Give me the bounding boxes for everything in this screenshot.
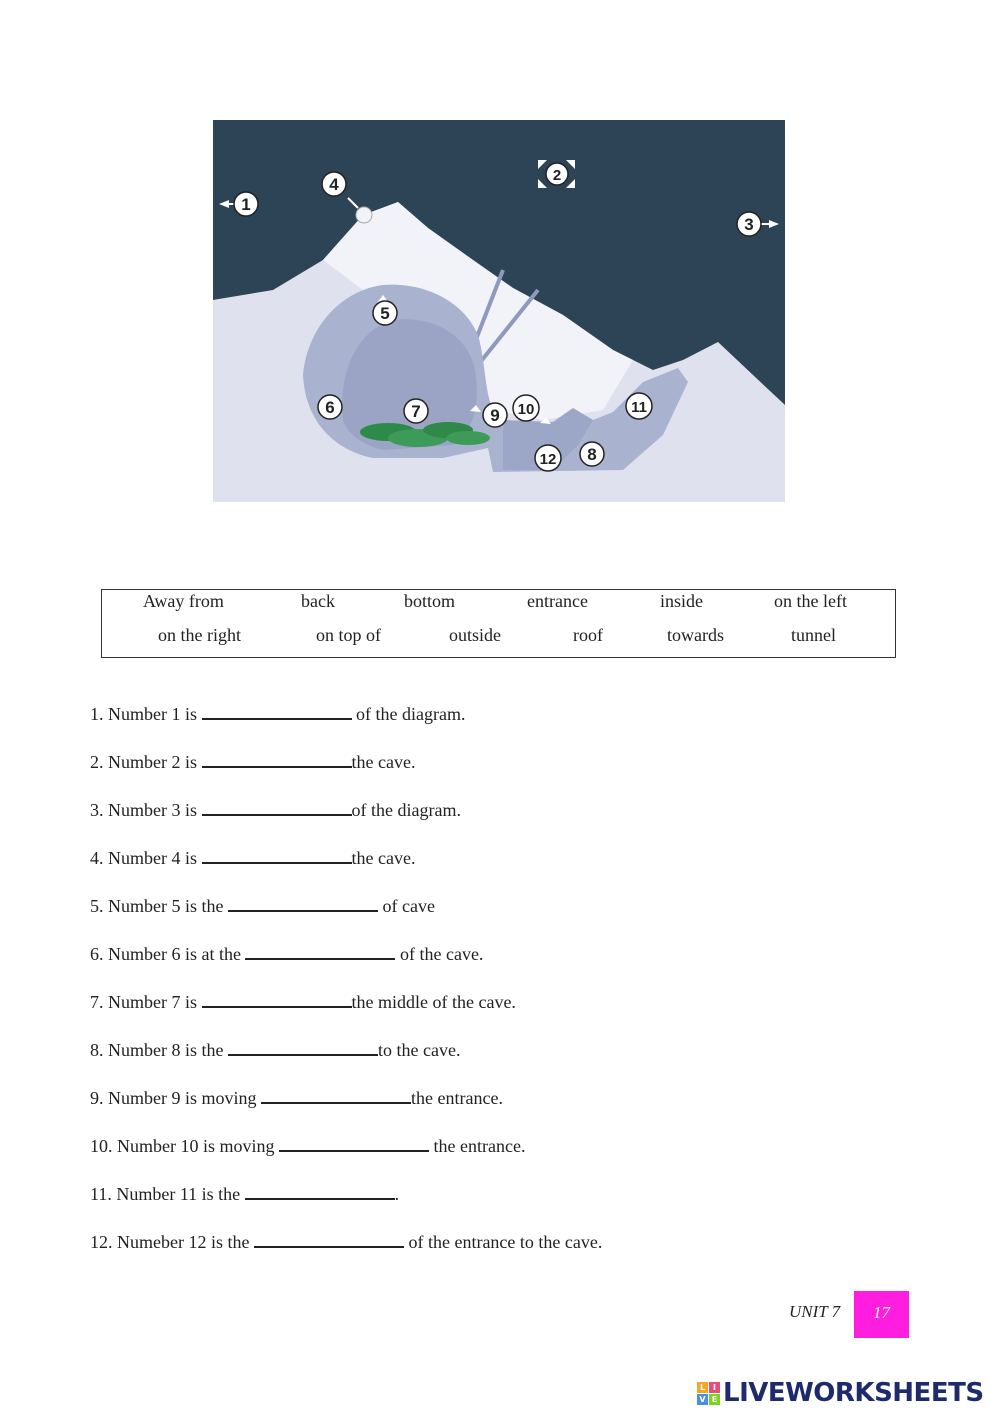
badge-8 <box>580 442 604 466</box>
svg-text:2: 2 <box>552 167 562 184</box>
question-11 <box>90 1180 399 1206</box>
svg-text:6: 6 <box>325 398 335 417</box>
question-7-prefix: 7. Number 7 is <box>90 992 197 1012</box>
question-11-prefix: 11. Number 11 is the <box>90 1184 241 1204</box>
question-3-prefix: 3. Number 3 is <box>90 800 197 820</box>
word-entrance: entrance <box>527 591 588 611</box>
word-back: back <box>301 591 335 611</box>
brand-logo-letter-l: L <box>697 1382 708 1393</box>
answer-blank-1[interactable] <box>202 700 352 720</box>
answer-blank-9[interactable] <box>261 1084 411 1104</box>
question-4 <box>90 844 415 870</box>
svg-text:3: 3 <box>744 215 754 234</box>
svg-text:9: 9 <box>490 406 500 425</box>
brand-name: LIVEWORKSHEETS <box>723 1378 984 1408</box>
question-2-suffix: the cave. <box>351 752 416 772</box>
badge-4 <box>322 172 346 196</box>
question-4-prefix: 4. Number 4 is <box>90 848 197 868</box>
question-6-prefix: 6. Number 6 is at the <box>90 944 241 964</box>
question-12-suffix: of the entrance to the cave. <box>408 1232 603 1252</box>
liveworksheets-brand <box>697 1376 984 1410</box>
badge-2 <box>546 163 568 185</box>
question-1-suffix: of the diagram. <box>356 704 466 724</box>
question-10-prefix: 10. Number 10 is moving <box>90 1136 275 1156</box>
question-9-prefix: 9. Number 9 is moving <box>90 1088 257 1108</box>
svg-text:5: 5 <box>380 304 390 323</box>
question-10-suffix: the entrance. <box>433 1136 526 1156</box>
badge-12 <box>535 445 561 471</box>
question-5 <box>90 892 435 918</box>
answer-blank-6[interactable] <box>245 940 395 960</box>
question-3 <box>90 796 461 822</box>
answer-blank-5[interactable] <box>228 892 378 912</box>
answer-blank-10[interactable] <box>279 1132 429 1152</box>
badge-10 <box>513 395 539 421</box>
word-on-top-of: on top of <box>316 625 381 645</box>
question-12-prefix: 12. Numeber 12 is the <box>90 1232 250 1252</box>
question-1 <box>90 700 465 726</box>
question-2 <box>90 748 415 774</box>
question-7-suffix: the middle of the cave. <box>351 992 516 1012</box>
svg-text:7: 7 <box>411 402 421 421</box>
question-8-suffix: to the cave. <box>377 1040 461 1060</box>
snowball-marker <box>356 207 372 223</box>
answer-blank-3[interactable] <box>202 796 352 816</box>
word-inside: inside <box>660 591 703 611</box>
brand-logo-letter-v: V <box>697 1394 708 1405</box>
badge-7 <box>404 399 428 423</box>
question-9-suffix: the entrance. <box>411 1088 503 1108</box>
svg-text:11: 11 <box>631 399 647 416</box>
word-towards: towards <box>667 625 724 645</box>
answer-blank-11[interactable] <box>245 1180 395 1200</box>
badge-6 <box>318 395 342 419</box>
answer-blank-4[interactable] <box>202 844 352 864</box>
brand-logo-icon <box>697 1382 720 1405</box>
unit-label: UNIT 7 <box>789 1302 841 1321</box>
svg-text:10: 10 <box>517 401 535 418</box>
question-8-prefix: 8. Number 8 is the <box>90 1040 224 1060</box>
word-on-the-left: on the left <box>774 591 847 611</box>
question-4-suffix: the cave. <box>351 848 416 868</box>
page-number-badge: 17 <box>854 1291 909 1338</box>
brand-logo-letter-i: I <box>709 1382 720 1393</box>
question-1-prefix: 1. Number 1 is <box>90 704 197 724</box>
word-bottom: bottom <box>404 591 456 611</box>
word-bank <box>101 589 896 658</box>
answer-blank-7[interactable] <box>202 988 352 1008</box>
question-5-suffix: of cave <box>382 896 435 916</box>
badge-5 <box>373 301 397 325</box>
cave-diagram-svg <box>213 120 785 502</box>
word-tunnel: tunnel <box>791 625 836 645</box>
svg-text:1: 1 <box>241 195 251 214</box>
question-8 <box>90 1036 460 1062</box>
badge-11 <box>626 393 652 419</box>
svg-text:8: 8 <box>587 445 597 464</box>
answer-blank-12[interactable] <box>254 1228 404 1248</box>
badge-9 <box>483 403 507 427</box>
cave-diagram <box>213 120 785 502</box>
answer-blank-2[interactable] <box>202 748 352 768</box>
svg-text:12: 12 <box>539 451 557 468</box>
question-5-prefix: 5. Number 5 is the <box>90 896 224 916</box>
question-6-suffix: of the cave. <box>399 944 484 964</box>
badge-3 <box>737 212 761 236</box>
question-2-prefix: 2. Number 2 is <box>90 752 197 772</box>
question-3-suffix: of the diagram. <box>351 800 461 820</box>
word-outside: outside <box>449 625 501 645</box>
question-11-suffix: . <box>394 1184 400 1204</box>
question-12 <box>90 1228 602 1254</box>
question-10 <box>90 1132 525 1158</box>
question-7 <box>90 988 516 1014</box>
word-roof: roof <box>573 625 603 645</box>
word-away-from: Away from <box>143 591 224 611</box>
word-on-the-right: on the right <box>158 625 241 645</box>
answer-blank-8[interactable] <box>228 1036 378 1056</box>
svg-text:4: 4 <box>329 175 339 194</box>
question-9 <box>90 1084 503 1110</box>
brand-logo-letter-e: E <box>709 1394 720 1405</box>
question-6 <box>90 940 483 966</box>
badge-1 <box>234 192 258 216</box>
